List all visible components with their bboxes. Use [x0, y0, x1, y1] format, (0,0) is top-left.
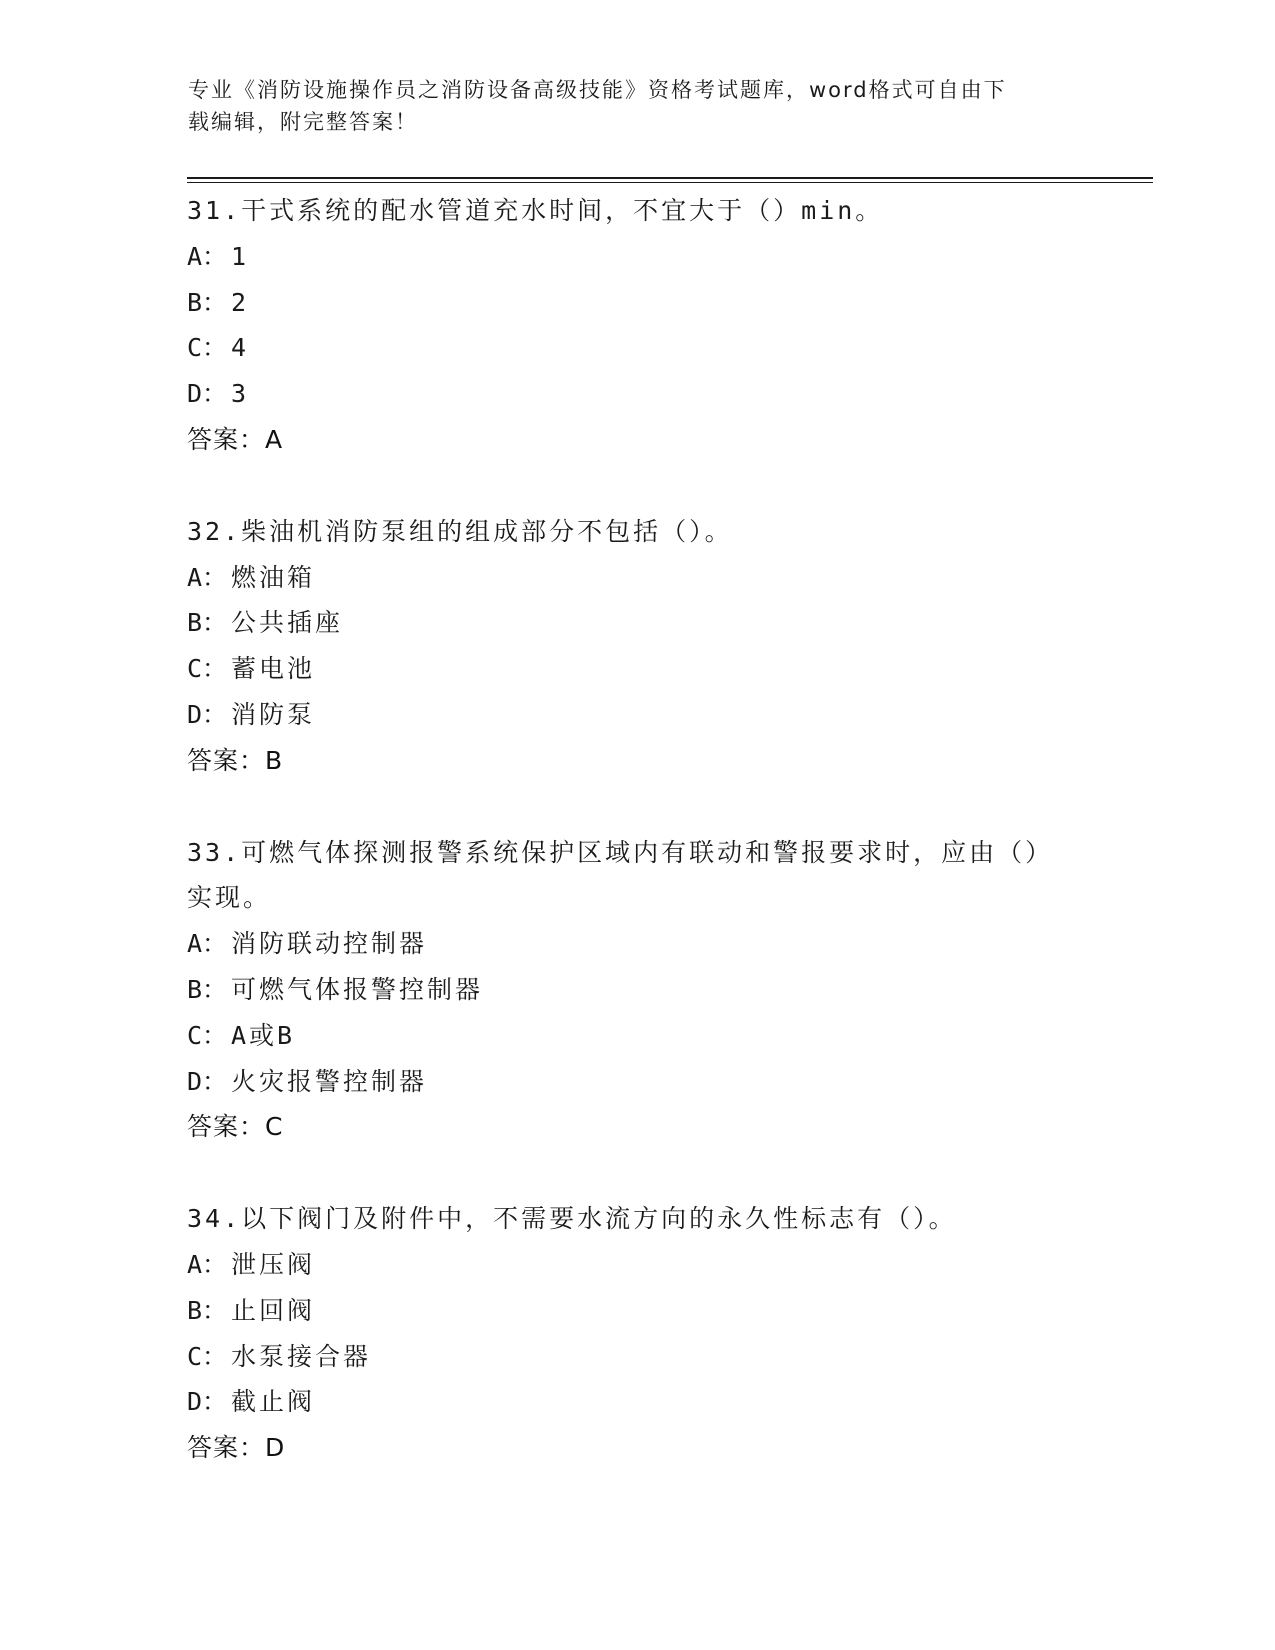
question-32	[187, 509, 1087, 784]
option-label: A：	[187, 562, 228, 592]
header-line-1: 专业《消防设施操作员之消防设备高级技能》资格考试题库，word格式可自由下	[188, 78, 1007, 102]
option-b	[187, 1288, 1087, 1334]
option-c	[187, 1334, 1087, 1380]
option-b	[187, 600, 1087, 646]
option-text: 火灾报警控制器	[231, 1066, 428, 1096]
question-stem-continued: 实现。	[187, 883, 272, 913]
option-label: B：	[187, 608, 228, 638]
question-34	[187, 1196, 1087, 1471]
option-label: B：	[187, 974, 228, 1004]
option-label: B：	[187, 1295, 228, 1325]
option-label: D：	[187, 379, 228, 409]
question-list	[187, 188, 1087, 1517]
question-stem: 34.以下阀门及附件中，不需要水流方向的永久性标志有（）。	[187, 1204, 957, 1234]
answer-line: 答案：D	[187, 1433, 286, 1463]
header-line-2: 载编辑，附完整答案！	[188, 110, 418, 134]
option-text: 3	[231, 379, 250, 409]
option-text: 蓄电池	[231, 654, 316, 684]
header-divider-thin	[187, 182, 1153, 183]
answer-line: 答案：B	[187, 745, 284, 775]
option-text: 截止阀	[231, 1387, 316, 1417]
question-stem: 33.可燃气体探测报警系统保护区域内有联动和警报要求时，应由（）	[187, 837, 1054, 867]
question-stem: 32.柴油机消防泵组的组成部分不包括（）。	[187, 516, 733, 546]
option-text: 1	[231, 241, 250, 271]
question-33	[187, 830, 1087, 1151]
option-d	[187, 371, 1087, 417]
option-text: 消防联动控制器	[231, 929, 428, 959]
option-text: A或B	[231, 1020, 296, 1050]
option-label: D：	[187, 1387, 228, 1417]
option-text: 止回阀	[231, 1295, 316, 1325]
option-d	[187, 1059, 1087, 1105]
option-text: 消防泵	[231, 699, 316, 729]
option-label: C：	[187, 1341, 228, 1371]
option-label: C：	[187, 1020, 228, 1050]
option-label: A：	[187, 241, 228, 271]
answer-line: 答案：C	[187, 1112, 284, 1142]
question-stem: 31.干式系统的配水管道充水时间，不宜大于（）min。	[187, 196, 884, 225]
header-divider-thick	[187, 177, 1153, 179]
question-31	[187, 188, 1087, 463]
option-text: 可燃气体报警控制器	[231, 974, 484, 1004]
document-header	[188, 74, 1068, 138]
option-text: 水泵接合器	[231, 1341, 372, 1371]
option-b	[187, 967, 1087, 1013]
option-b	[187, 280, 1087, 326]
answer-line: 答案：A	[187, 424, 284, 454]
option-d	[187, 692, 1087, 738]
option-a	[187, 921, 1087, 967]
option-text: 2	[231, 287, 250, 317]
option-label: A：	[187, 1249, 228, 1279]
option-text: 泄压阀	[231, 1249, 316, 1279]
option-text: 公共插座	[231, 608, 344, 638]
option-d	[187, 1379, 1087, 1425]
option-a	[187, 555, 1087, 601]
option-a	[187, 1242, 1087, 1288]
option-label: D：	[187, 1066, 228, 1096]
option-c	[187, 1013, 1087, 1059]
option-c	[187, 646, 1087, 692]
option-label: A：	[187, 929, 228, 959]
option-label: D：	[187, 699, 228, 729]
option-label: B：	[187, 287, 228, 317]
option-text: 4	[231, 333, 250, 363]
option-label: C：	[187, 654, 228, 684]
option-a	[187, 234, 1087, 280]
option-label: C：	[187, 333, 228, 363]
option-c	[187, 325, 1087, 371]
option-text: 燃油箱	[231, 562, 316, 592]
